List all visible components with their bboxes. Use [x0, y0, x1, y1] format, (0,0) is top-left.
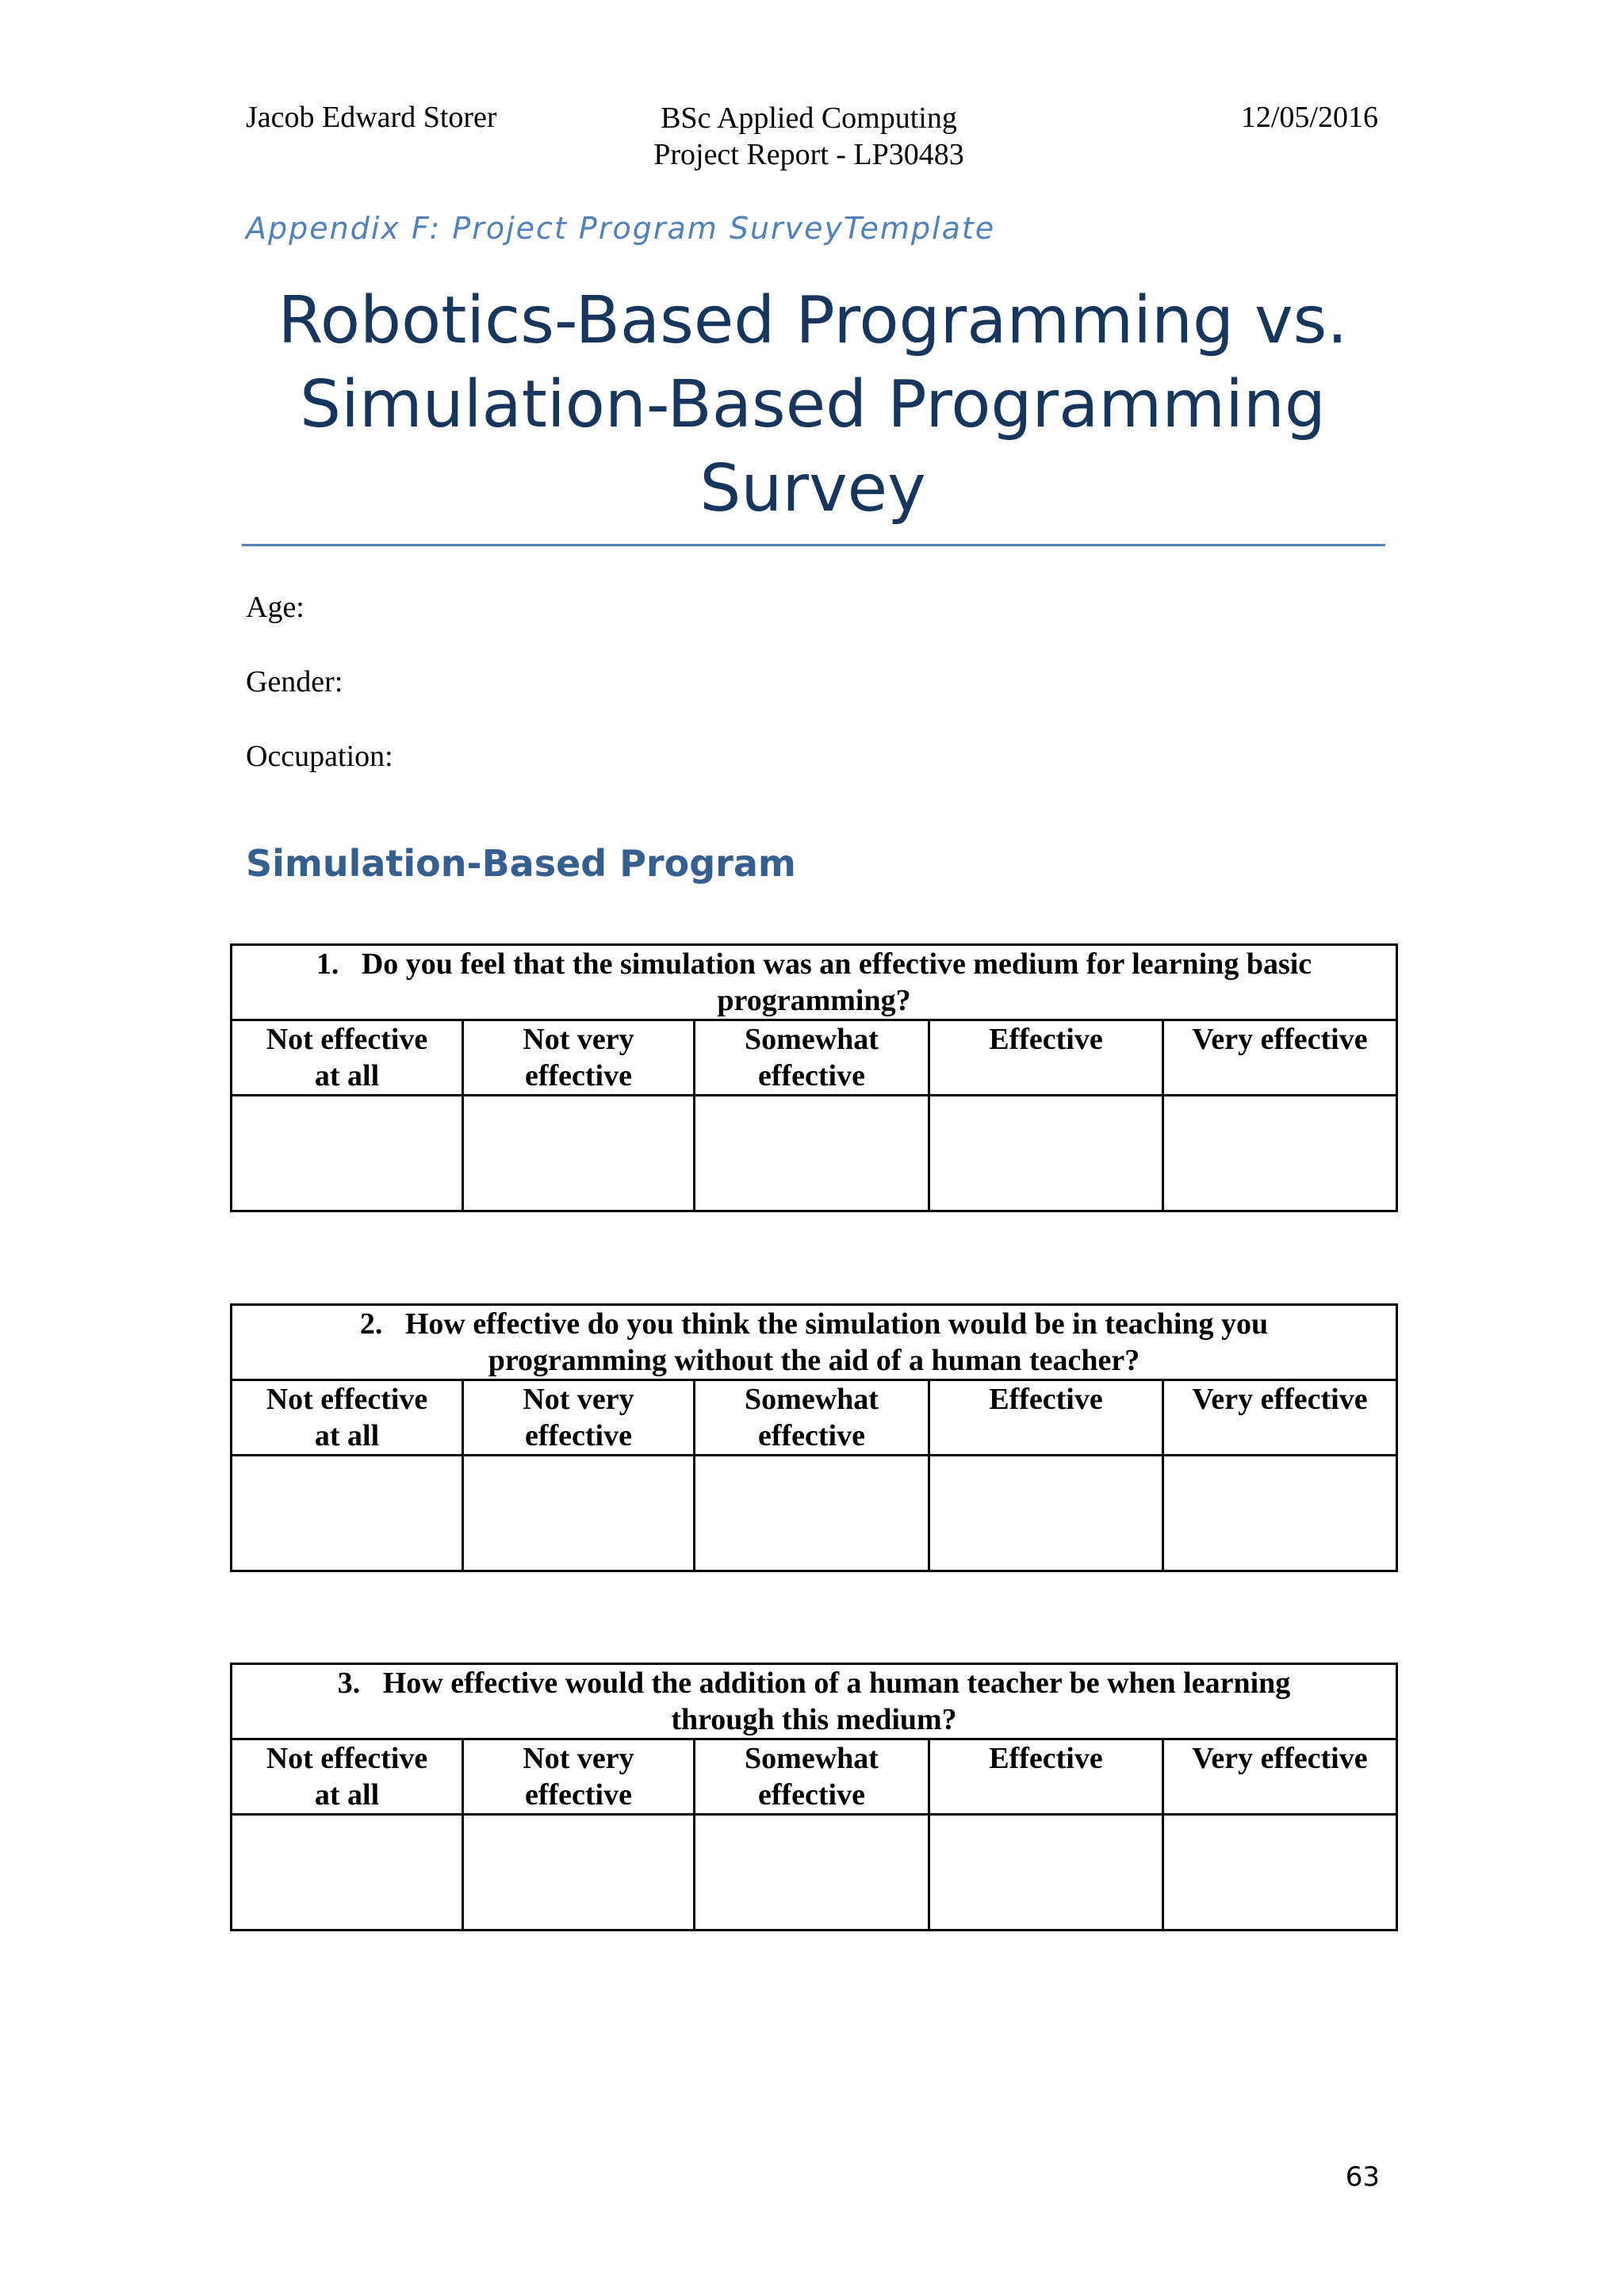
option-label: at all	[314, 1778, 380, 1812]
header-course-line2: Project Report - LP30483	[653, 138, 964, 171]
title-divider	[242, 544, 1385, 546]
option-label: Effective	[989, 1023, 1103, 1056]
option-label: Not effective	[266, 1023, 428, 1056]
answer-cell[interactable]	[929, 1456, 1163, 1571]
page-number: 63	[1345, 2161, 1380, 2193]
option-somewhat-effective	[695, 1380, 929, 1456]
question-2-text-line2: programming without the aid of a human teacher?	[488, 1344, 1140, 1377]
answer-cell[interactable]	[232, 1456, 463, 1571]
option-label: effective	[525, 1419, 632, 1452]
occupation-label: Occupation:	[246, 740, 393, 773]
header-date: 12/05/2016	[1240, 101, 1378, 134]
question-table-2	[230, 1303, 1398, 1572]
question-2-text	[232, 1305, 1397, 1380]
option-label: Not effective	[266, 1742, 428, 1775]
option-not-very-effective	[463, 1380, 695, 1456]
option-label: Effective	[989, 1383, 1103, 1416]
option-label: Very effective	[1192, 1383, 1368, 1416]
option-not-effective-at-all	[232, 1020, 463, 1096]
section-heading: Simulation-Based Program	[246, 842, 796, 885]
question-2-text-line1: How effective do you think the simulation would be in teaching you	[404, 1307, 1269, 1341]
option-label: Somewhat	[745, 1742, 879, 1775]
answer-cell[interactable]	[695, 1456, 929, 1571]
header-course-line1: BSc Applied Computing	[661, 101, 957, 135]
answer-cell[interactable]	[463, 1815, 695, 1931]
option-very-effective	[1163, 1739, 1397, 1815]
option-label: Effective	[989, 1742, 1103, 1775]
question-3-line1	[248, 1665, 1380, 1701]
appendix-caption: Appendix F: Project Program SurveyTemplate	[246, 211, 996, 246]
option-label: effective	[525, 1778, 632, 1812]
option-label: Very effective	[1192, 1742, 1368, 1775]
title-line-1: Robotics-Based Programming vs.	[278, 283, 1348, 358]
title-line-3: Survey	[699, 451, 926, 526]
option-label: Not effective	[266, 1383, 428, 1416]
option-label: Not very	[523, 1023, 634, 1056]
page-title	[242, 279, 1384, 531]
answer-cell[interactable]	[232, 1815, 463, 1931]
option-label: Somewhat	[745, 1383, 879, 1416]
option-not-effective-at-all	[232, 1739, 463, 1815]
question-3-text-line1: How effective would the addition of a human teacher be when learning	[382, 1667, 1291, 1700]
option-very-effective	[1163, 1380, 1397, 1456]
answer-cell[interactable]	[1163, 1456, 1397, 1571]
question-3-text-line2: through this medium?	[671, 1703, 957, 1736]
question-1-text-line2: programming?	[717, 984, 911, 1017]
answer-cell[interactable]	[1163, 1096, 1397, 1211]
answer-cell[interactable]	[695, 1096, 929, 1211]
answer-cell[interactable]	[1163, 1815, 1397, 1931]
option-label: Not very	[523, 1383, 634, 1416]
answer-cell[interactable]	[929, 1815, 1163, 1931]
question-table-3	[230, 1663, 1398, 1931]
option-label: effective	[758, 1419, 865, 1452]
answer-cell[interactable]	[463, 1096, 695, 1211]
option-somewhat-effective	[695, 1020, 929, 1096]
option-label: effective	[758, 1059, 865, 1093]
question-3-text	[232, 1664, 1397, 1739]
option-label: effective	[525, 1059, 632, 1093]
option-very-effective	[1163, 1020, 1397, 1096]
question-1-number: 1.	[316, 947, 339, 981]
answer-cell[interactable]	[232, 1096, 463, 1211]
option-somewhat-effective	[695, 1739, 929, 1815]
question-2-line1	[248, 1306, 1380, 1342]
option-label: Very effective	[1192, 1023, 1368, 1056]
option-label: at all	[314, 1419, 380, 1452]
option-not-very-effective	[463, 1739, 695, 1815]
header-course	[619, 100, 999, 173]
answer-cell[interactable]	[929, 1096, 1163, 1211]
option-not-very-effective	[463, 1020, 695, 1096]
answer-cell[interactable]	[695, 1815, 929, 1931]
header-author: Jacob Edward Storer	[246, 101, 497, 134]
age-label: Age:	[246, 591, 304, 624]
title-line-2: Simulation-Based Programming	[300, 367, 1326, 442]
question-1-text	[232, 945, 1397, 1020]
question-table-1	[230, 943, 1398, 1212]
question-2-number: 2.	[359, 1307, 383, 1341]
option-effective	[929, 1020, 1163, 1096]
option-label: at all	[314, 1059, 380, 1093]
answer-cell[interactable]	[463, 1456, 695, 1571]
option-label: effective	[758, 1778, 865, 1812]
gender-label: Gender:	[246, 665, 343, 698]
option-not-effective-at-all	[232, 1380, 463, 1456]
question-1-text-line1: Do you feel that the simulation was an effective medium for learning basic	[361, 947, 1312, 981]
option-label: Not very	[523, 1742, 634, 1775]
option-effective	[929, 1380, 1163, 1456]
option-label: Somewhat	[745, 1023, 879, 1056]
option-effective	[929, 1739, 1163, 1815]
question-3-number: 3.	[337, 1667, 361, 1700]
question-1-line1	[248, 946, 1380, 982]
